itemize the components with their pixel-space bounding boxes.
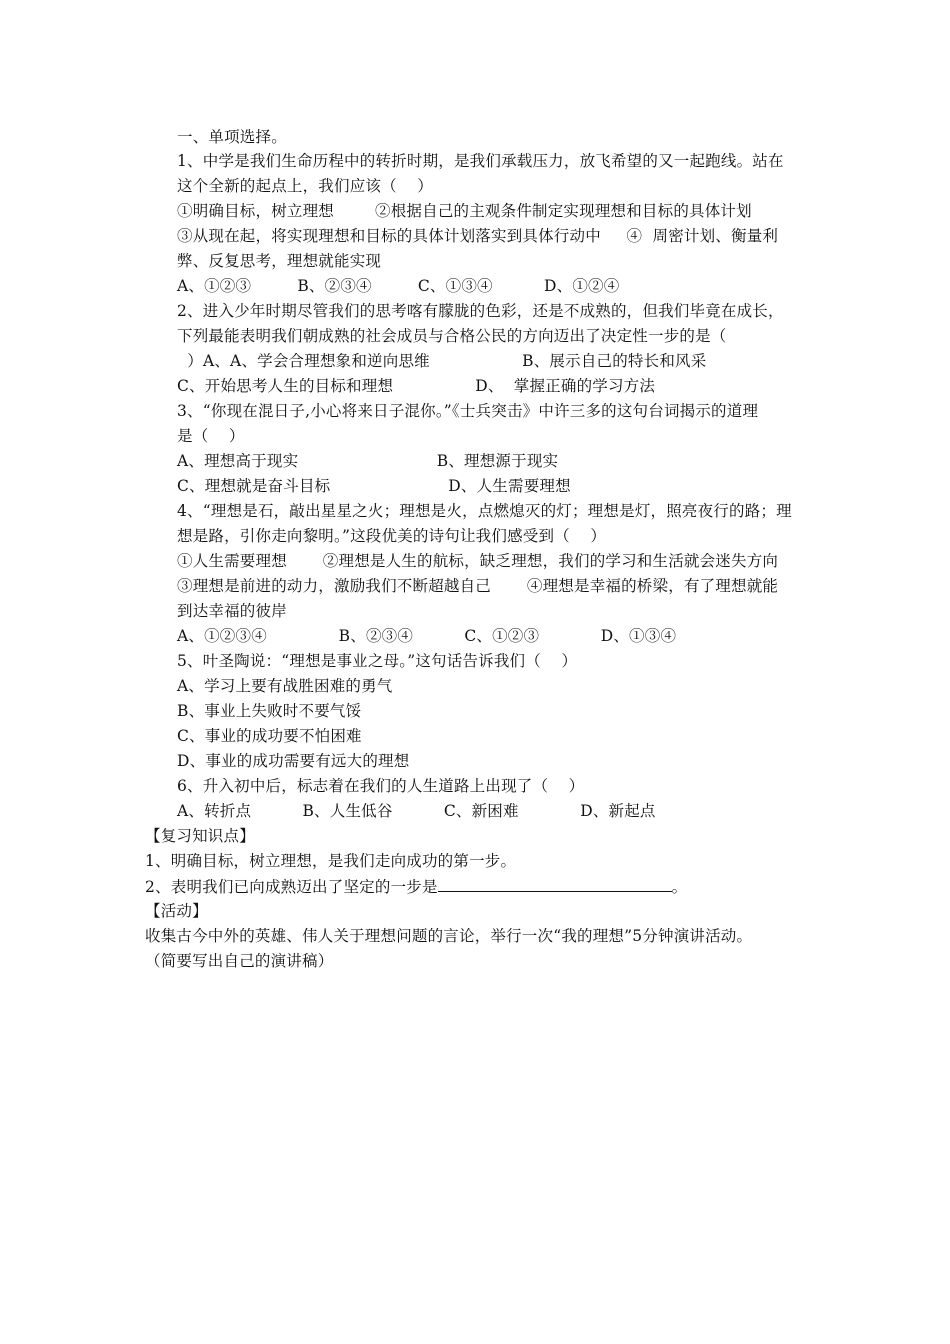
review-heading: 【复习知识点】 [145, 827, 255, 845]
review-point-2-text: 2、表明我们已向成熟迈出了坚定的一步是 [145, 878, 438, 896]
q1-stem-line2: 这个全新的起点上，我们应该（ ） [177, 177, 434, 195]
q4-stem-line2: 想是路，引你走向黎明。”这段优美的诗句让我们感受到（ ） [177, 527, 607, 545]
q6-stem: 6、升入初中后，标志着在我们的人生道路上出现了（ ） [177, 777, 585, 795]
q5-option-d: D、事业的成功需要有远大的理想 [177, 752, 410, 770]
q2-stem-line1: 2、进入少年时期尽管我们的思考喀有朦胧的色彩，还是不成熟的，但我们毕竟在成长， [177, 302, 784, 320]
q2-options: C、开始思考人生的目标和理想 D、 掌握正确的学习方法 [177, 377, 656, 395]
q4-statements-line2: ③理想是前进的动力，激励我们不断超越自己 ④理想是幸福的桥梁，有了理想就能 [177, 577, 779, 595]
q2-stem-line2: 下列最能表明我们朝成熟的社会成员与合格公民的方向迈出了决定性一步的是（ [177, 327, 727, 345]
q4-options: A、①②③④ B、②③④ C、①②③ D、①③④ [177, 627, 677, 645]
q1-stem-line1: 1、中学是我们生命历程中的转折时期，是我们承载压力，放飞希望的又一起跑线。站在 [177, 152, 784, 170]
q5-option-b: B、事业上失败时不要气馁 [177, 702, 362, 720]
q4-statements-line1: ①人生需要理想 ②理想是人生的航标，缺乏理想，我们的学习和生活就会迷失方向 [177, 552, 779, 570]
q5-option-c: C、事业的成功要不怕困难 [177, 727, 362, 745]
q2-stem-line3: ）A、A、学会合理想象和逆向思维 B、展示自己的特长和风采 [177, 352, 707, 370]
q3-options-line1: A、理想高于现实 B、理想源于现实 [177, 452, 559, 470]
activity-heading: 【活动】 [145, 902, 208, 920]
q1-statements-line2: ③从现在起，将实现理想和目标的具体计划落实到具体行动中 ④ 周密计划、衡量利 [177, 227, 779, 245]
q3-stem-line1: 3、“你现在混日子,小心将来日子混你。”《士兵突击》中许三多的这句台词揭示的道理 [177, 402, 759, 420]
q5-stem: 5、叶圣陶说：“理想是事业之母。”这句话告诉我们（ ） [177, 652, 578, 670]
q1-options: A、①②③ B、②③④ C、①③④ D、①②④ [177, 277, 620, 295]
q3-options-line2: C、理想就是奋斗目标 D、人生需要理想 [177, 477, 571, 495]
q1-statements-line1: ①明确目标，树立理想 ②根据自己的主观条件制定实现理想和目标的具体计划 [177, 202, 752, 220]
q4-stem-line1: 4、“理想是石，敲出星星之火；理想是火，点燃熄灭的灯；理想是灯，照亮夜行的路；理 [177, 502, 792, 520]
q5-option-a: A、学习上要有战胜困难的勇气 [177, 677, 393, 695]
review-point-2-end: 。 [671, 878, 688, 896]
q6-options: A、转折点 B、人生低谷 C、新困难 D、新起点 [177, 802, 656, 820]
section-title: 一、单项选择。 [177, 128, 287, 146]
q1-statements-line3: 弊、反复思考，理想就能实现 [177, 252, 382, 270]
q3-stem-line2: 是（ ） [177, 427, 245, 445]
activity-line-2: （简要写出自己的演讲稿） [145, 952, 334, 970]
review-point-1: 1、明确目标，树立理想，是我们走向成功的第一步。 [145, 852, 517, 870]
activity-line-1: 收集古今中外的英雄、伟人关于理想问题的言论，举行一次“我的理想”5分钟演讲活动。 [145, 927, 753, 945]
answer-blank[interactable] [438, 876, 672, 892]
q4-statements-line3: 到达幸福的彼岸 [177, 602, 287, 620]
review-point-2 [145, 876, 687, 897]
